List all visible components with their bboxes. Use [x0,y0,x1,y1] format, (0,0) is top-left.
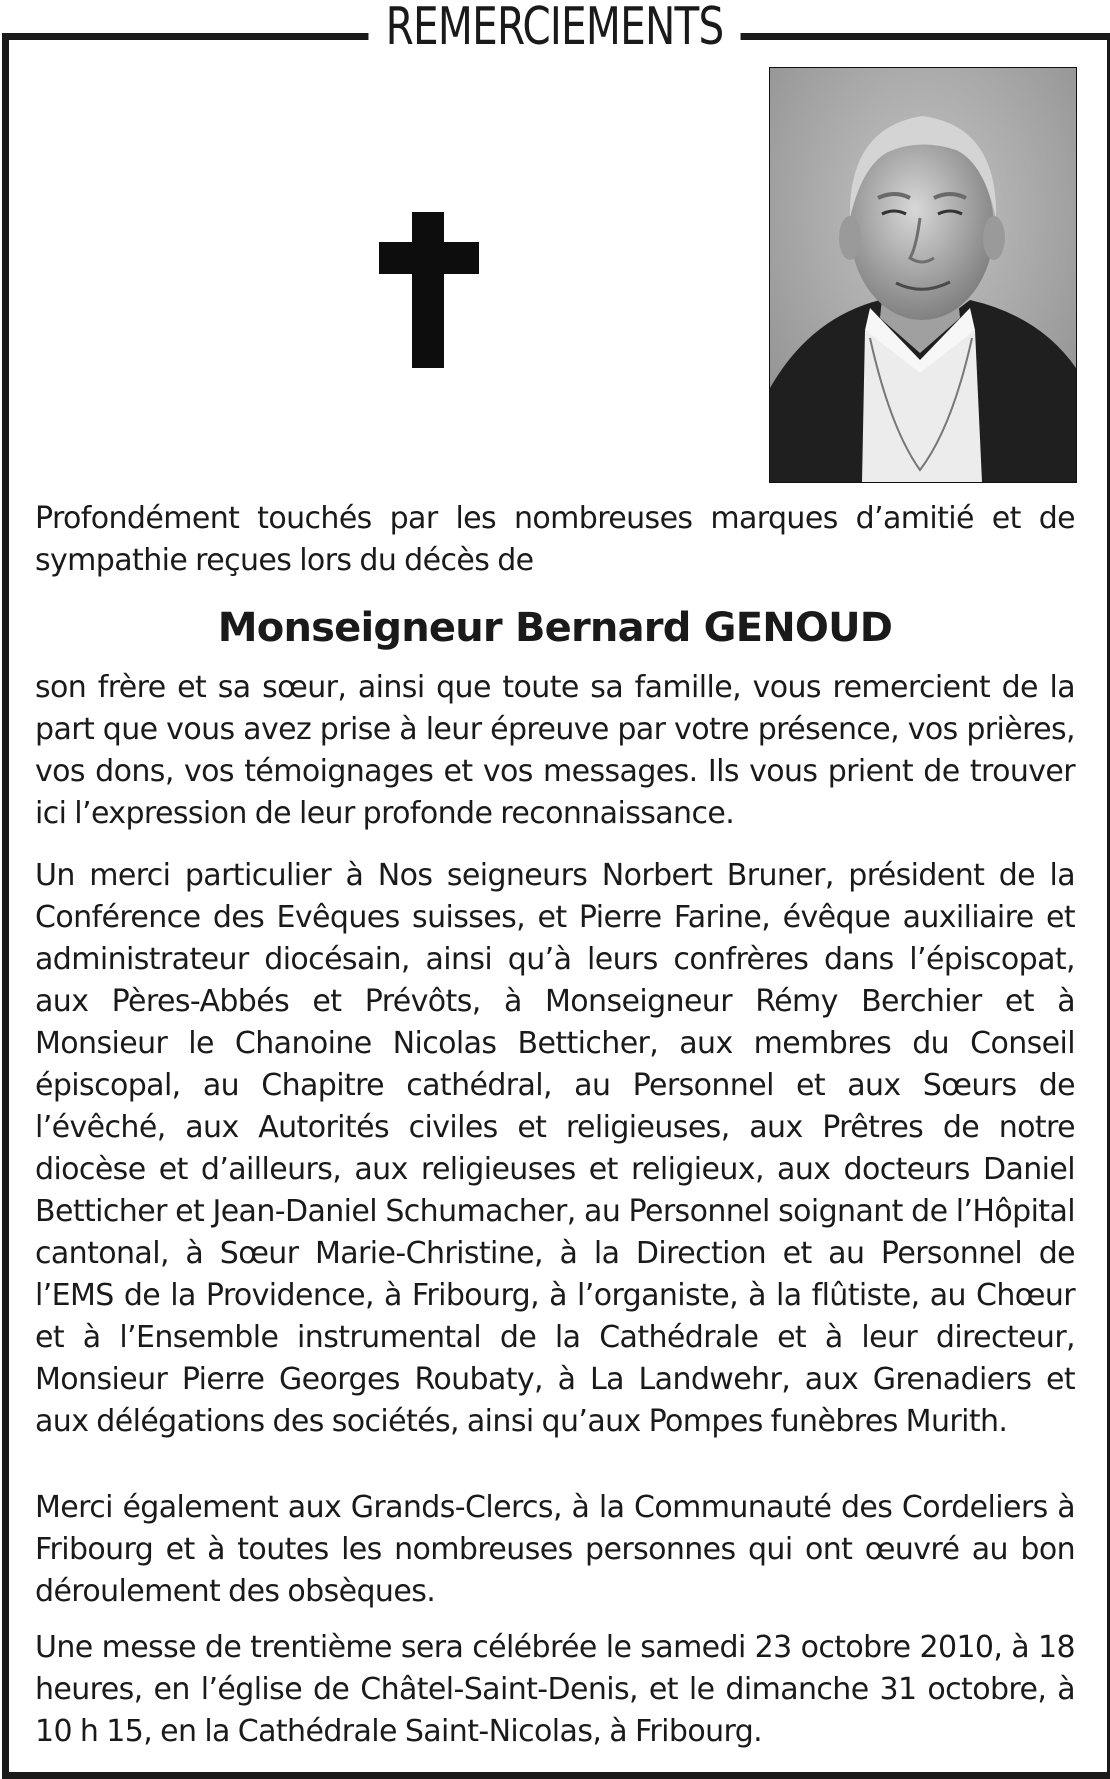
family-thanks-text [35,667,1075,835]
family-thanks-paragraph: son frère et sa sœur, ainsi que toute sa famille, vous remercient de la part que vous avez prise à leur épreuve par votre présence, vos prières, vos dons, vos témoignages et vos messages. Ils vous prient de trouver ici l’expression de leur profonde reconnaissance. [35,670,1075,831]
portrait-photo [769,67,1077,483]
deceased-name: Monseigneur Bernard GENOUD [217,605,893,651]
intro-text [35,498,1075,582]
memorial-mass-text [35,1627,1075,1753]
cross-icon [379,212,479,368]
portrait-illustration [770,68,1076,482]
notice-heading: REMERCIEMENTS [369,0,741,58]
memorial-mass-paragraph: Une messe de trentième sera célébrée le samedi 23 octobre 2010, à 18 heures, en l’église de Châtel-Saint-Denis, et le dimanche 31 octobre, à 10 h 15, en la Cathédrale Saint-Nicolas, à Fribourg. [35,1630,1075,1749]
intro-paragraph: Profondément touchés par les nombreuses marques d’amitié et de sympathie reçues lors du décès de [35,501,1075,578]
cross-horizontal-bar [379,242,479,274]
special-thanks-paragraph: Un merci particulier à Nos seigneurs Norbert Bruner, président de la Conférence des Evêques suisses, et Pierre Farine, évêque auxiliaire et administrateur diocésain, ainsi qu’à leurs confrères dans l’épiscopat, aux Pères-Abbés et Prévôts, à Monseigneur Rémy Berchier et à Monsieur le Chanoine Nicolas Betticher, aux membres du Conseil épiscopal, au Chapitre cathédral, au Personnel et aux Sœurs de l’évêché, aux Autorités civiles et religieuses, aux Prêtres de notre diocèse et d’ailleurs, aux religieuses et religieux, aux docteurs Daniel Betticher et Jean-Daniel Schumacher, au Personnel soignant de l’Hôpital cantonal, à Sœur Marie-Christine, à la Direction et au Personnel de l’EMS de la Providence, à Fribourg, à l’organiste, à la flûtiste, au Chœur et à l’Ensemble instrumental de la Cathédrale et à leur directeur, Monsieur Pierre Georges Roubaty, à La Landwehr, aux Grenadiers et aux délégations des sociétés, ainsi qu’aux Pompes funèbres Murith. [35,858,1075,1439]
special-thanks-text [35,855,1075,1443]
additional-thanks-text [35,1487,1075,1613]
cross-vertical-bar [412,212,444,368]
heading-bar [0,0,1110,66]
additional-thanks-paragraph: Merci également aux Grands-Clercs, à la Communauté des Cordeliers à Fribourg et à toutes les nombreuses personnes qui ont œuvré au bon déroulement des obsèques. [35,1490,1075,1609]
